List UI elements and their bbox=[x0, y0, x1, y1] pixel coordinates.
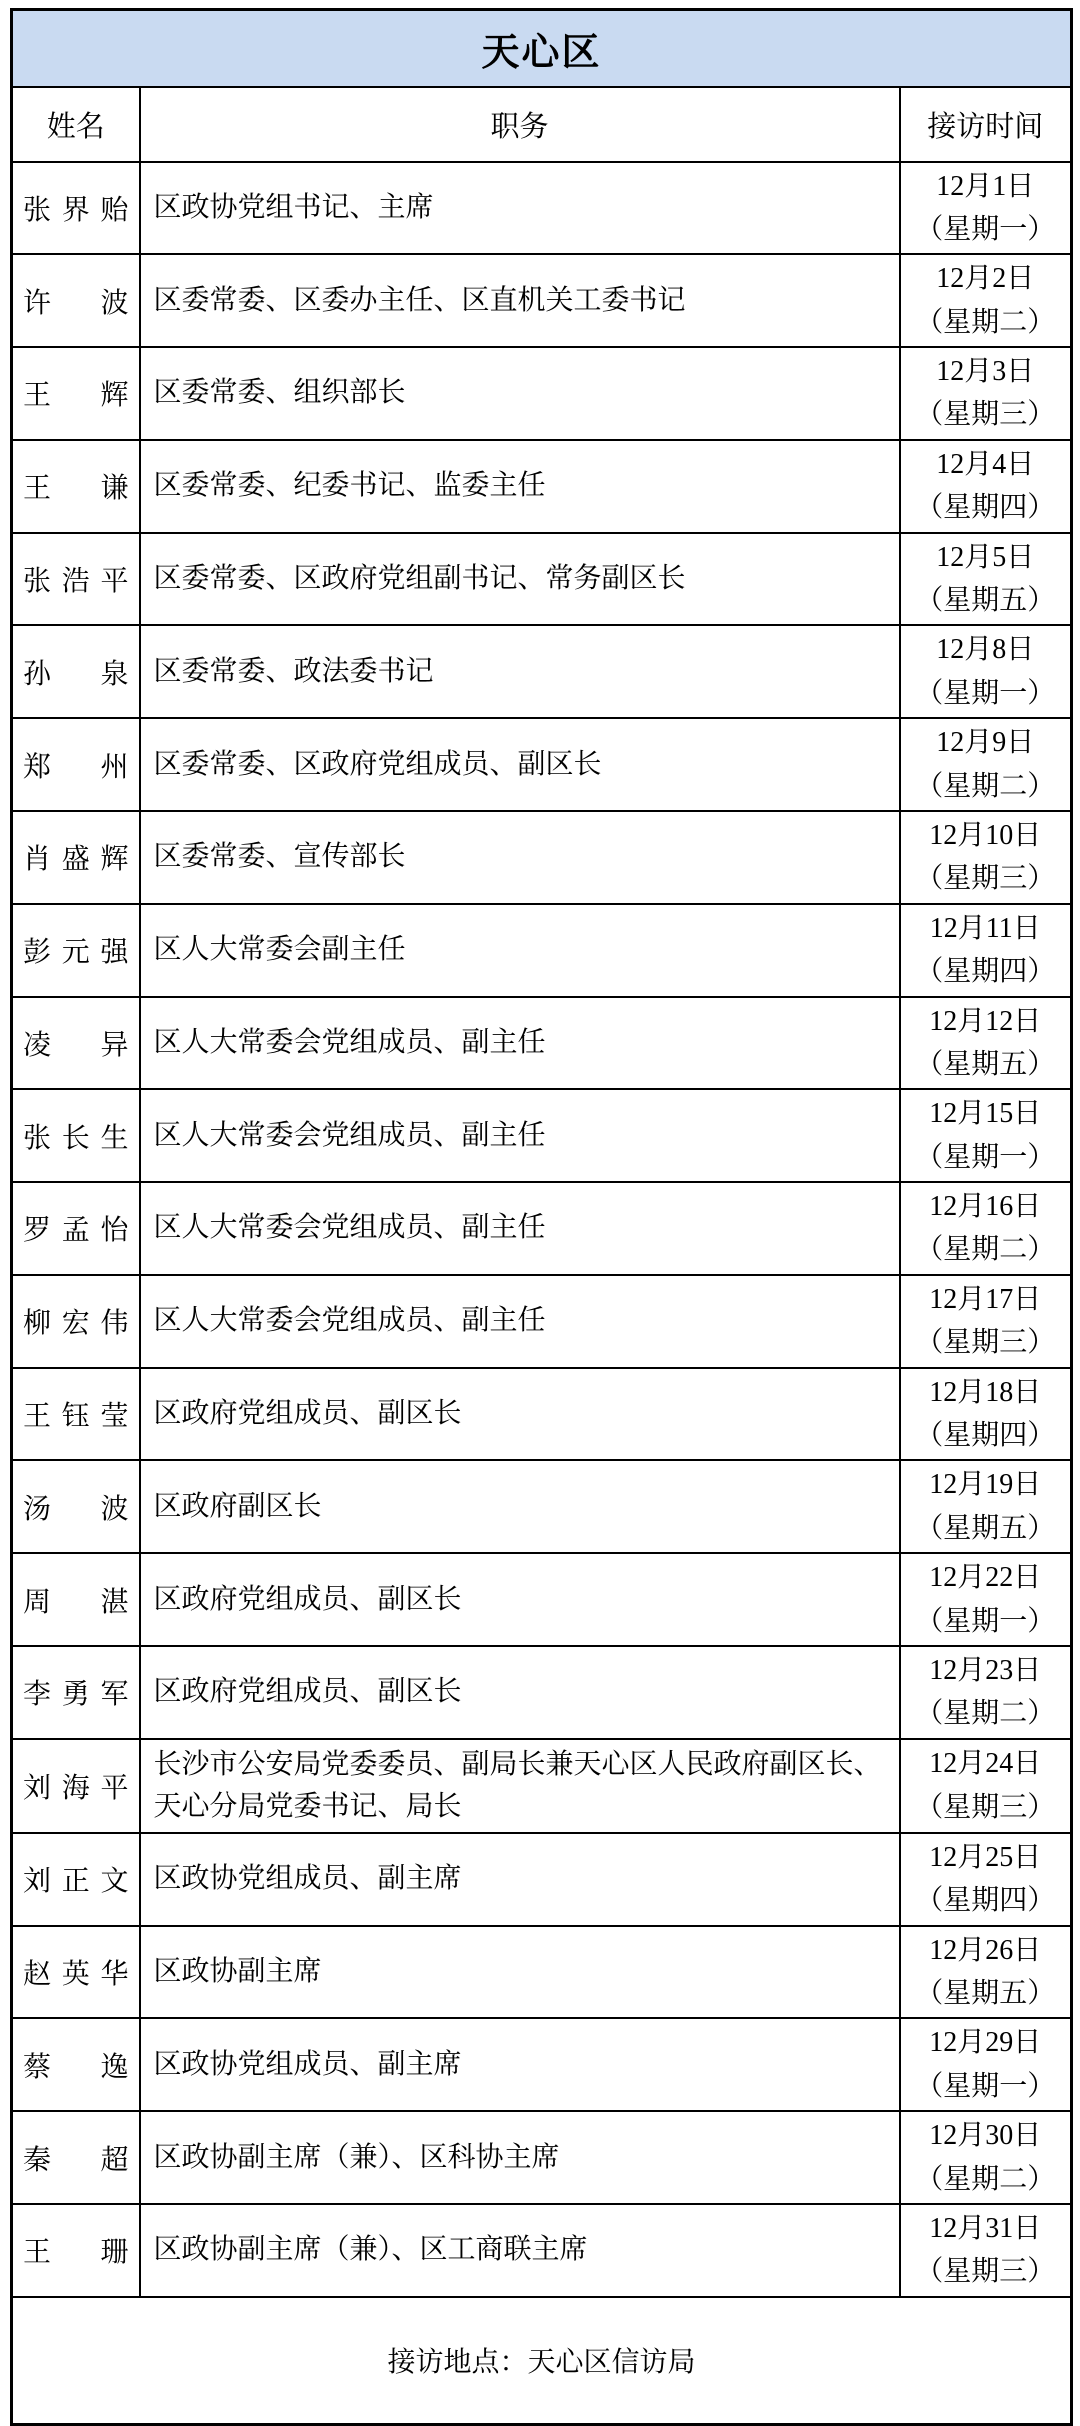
reception-date: 12月22日 bbox=[929, 1562, 1042, 1594]
reception-time bbox=[900, 1646, 1072, 1739]
reception-date: 12月10日 bbox=[929, 819, 1042, 851]
reception-schedule-table bbox=[10, 8, 1073, 2426]
official-position: 区人大常委会副主任 bbox=[140, 904, 900, 997]
official-name: 肖盛辉 bbox=[12, 811, 140, 904]
reception-date: 12月30日 bbox=[929, 2120, 1042, 2152]
reception-weekday: （星期二） bbox=[915, 2163, 1056, 2195]
column-header-row bbox=[12, 87, 1072, 162]
reception-time bbox=[900, 1460, 1072, 1553]
reception-time bbox=[900, 2111, 1072, 2204]
table-row bbox=[12, 2111, 1072, 2204]
official-position: 区政府党组成员、副区长 bbox=[140, 1553, 900, 1646]
reception-time bbox=[900, 1739, 1072, 1833]
reception-date: 12月3日 bbox=[936, 356, 1035, 388]
reception-time bbox=[900, 2204, 1072, 2297]
reception-date: 12月11日 bbox=[929, 912, 1041, 944]
official-position: 区委常委、组织部长 bbox=[140, 347, 900, 440]
reception-time bbox=[900, 1089, 1072, 1182]
official-position: 区人大常委会党组成员、副主任 bbox=[140, 1182, 900, 1275]
reception-date: 12月15日 bbox=[929, 1098, 1042, 1130]
reception-weekday: （星期一） bbox=[915, 2070, 1056, 2102]
reception-weekday: （星期三） bbox=[915, 863, 1056, 895]
official-position: 区委常委、纪委书记、监委主任 bbox=[140, 440, 900, 533]
table-row bbox=[12, 997, 1072, 1090]
official-position: 区委常委、区委办主任、区直机关工委书记 bbox=[140, 254, 900, 347]
reception-weekday: （星期四） bbox=[915, 956, 1056, 988]
official-name: 秦 超 bbox=[12, 2111, 140, 2204]
schedule-rows bbox=[12, 162, 1072, 2297]
reception-date: 12月16日 bbox=[929, 1191, 1042, 1223]
column-header-time: 接访时间 bbox=[900, 87, 1072, 162]
official-name: 李勇军 bbox=[12, 1646, 140, 1739]
reception-weekday: （星期四） bbox=[915, 492, 1056, 524]
official-position: 区政协党组书记、主席 bbox=[140, 162, 900, 255]
table-row bbox=[12, 254, 1072, 347]
reception-time bbox=[900, 904, 1072, 997]
reception-time bbox=[900, 997, 1072, 1090]
official-position: 区人大常委会党组成员、副主任 bbox=[140, 1089, 900, 1182]
official-name: 张界贻 bbox=[12, 162, 140, 255]
official-name: 张长生 bbox=[12, 1089, 140, 1182]
reception-time bbox=[900, 440, 1072, 533]
official-position: 区政府党组成员、副区长 bbox=[140, 1368, 900, 1461]
table-row bbox=[12, 162, 1072, 255]
reception-weekday: （星期一） bbox=[915, 1605, 1056, 1637]
table-row bbox=[12, 1460, 1072, 1553]
table-row bbox=[12, 347, 1072, 440]
reception-time bbox=[900, 811, 1072, 904]
reception-time bbox=[900, 162, 1072, 255]
table-row bbox=[12, 1275, 1072, 1368]
official-position: 区政协副主席（兼）、区科协主席 bbox=[140, 2111, 900, 2204]
reception-date: 12月1日 bbox=[936, 170, 1035, 202]
official-name: 刘海平 bbox=[12, 1739, 140, 1833]
reception-date: 12月19日 bbox=[929, 1469, 1042, 1501]
footer-row bbox=[12, 2297, 1072, 2425]
reception-weekday: （星期二） bbox=[915, 1234, 1056, 1266]
official-position: 区政协副主席（兼）、区工商联主席 bbox=[140, 2204, 900, 2297]
reception-date: 12月17日 bbox=[929, 1283, 1042, 1315]
column-header-position: 职务 bbox=[140, 87, 900, 162]
reception-weekday: （星期五） bbox=[915, 585, 1056, 617]
reception-date: 12月2日 bbox=[936, 263, 1035, 295]
reception-weekday: （星期一） bbox=[915, 1141, 1056, 1173]
official-name: 罗孟怡 bbox=[12, 1182, 140, 1275]
official-position: 区委常委、政法委书记 bbox=[140, 625, 900, 718]
reception-date: 12月12日 bbox=[929, 1005, 1042, 1037]
reception-time bbox=[900, 254, 1072, 347]
official-name: 蔡 逸 bbox=[12, 2018, 140, 2111]
official-name: 赵英华 bbox=[12, 1926, 140, 2019]
reception-time bbox=[900, 625, 1072, 718]
table-row bbox=[12, 2018, 1072, 2111]
reception-weekday: （星期二） bbox=[915, 770, 1056, 802]
official-name: 王 珊 bbox=[12, 2204, 140, 2297]
official-name: 周 湛 bbox=[12, 1553, 140, 1646]
table-row bbox=[12, 1646, 1072, 1739]
table-row bbox=[12, 2204, 1072, 2297]
reception-weekday: （星期五） bbox=[915, 1512, 1056, 1544]
reception-weekday: （星期二） bbox=[915, 1698, 1056, 1730]
district-title-row bbox=[12, 10, 1072, 87]
official-name: 张浩平 bbox=[12, 533, 140, 626]
reception-date: 12月8日 bbox=[936, 634, 1035, 666]
table-row bbox=[12, 1089, 1072, 1182]
official-name: 郑 州 bbox=[12, 718, 140, 811]
reception-weekday: （星期三） bbox=[915, 399, 1056, 431]
official-position: 区人大常委会党组成员、副主任 bbox=[140, 997, 900, 1090]
reception-time bbox=[900, 1182, 1072, 1275]
table-row bbox=[12, 1926, 1072, 2019]
reception-date: 12月5日 bbox=[936, 541, 1035, 573]
official-position: 区政协副主席 bbox=[140, 1926, 900, 2019]
official-name: 柳宏伟 bbox=[12, 1275, 140, 1368]
table-row bbox=[12, 1833, 1072, 1926]
official-position: 区委常委、宣传部长 bbox=[140, 811, 900, 904]
official-name: 王 辉 bbox=[12, 347, 140, 440]
table-row bbox=[12, 625, 1072, 718]
reception-weekday: （星期三） bbox=[915, 1327, 1056, 1359]
reception-weekday: （星期五） bbox=[915, 1977, 1056, 2009]
reception-date: 12月18日 bbox=[929, 1376, 1042, 1408]
reception-weekday: （星期三） bbox=[915, 2256, 1056, 2288]
official-name: 王钰莹 bbox=[12, 1368, 140, 1461]
official-name: 孙 泉 bbox=[12, 625, 140, 718]
official-name: 凌 异 bbox=[12, 997, 140, 1090]
official-position: 区政协党组成员、副主席 bbox=[140, 1833, 900, 1926]
table-row bbox=[12, 533, 1072, 626]
reception-time bbox=[900, 1368, 1072, 1461]
reception-weekday: （星期四） bbox=[915, 1420, 1056, 1452]
reception-time bbox=[900, 347, 1072, 440]
reception-time bbox=[900, 1926, 1072, 2019]
reception-weekday: （星期四） bbox=[915, 1885, 1056, 1917]
reception-time bbox=[900, 1553, 1072, 1646]
reception-weekday: （星期一） bbox=[915, 677, 1056, 709]
reception-time bbox=[900, 2018, 1072, 2111]
reception-weekday: （星期一） bbox=[915, 213, 1056, 245]
official-position: 区政府党组成员、副区长 bbox=[140, 1646, 900, 1739]
official-position: 区政协党组成员、副主席 bbox=[140, 2018, 900, 2111]
reception-date: 12月31日 bbox=[929, 2212, 1042, 2244]
official-name: 许 波 bbox=[12, 254, 140, 347]
reception-time bbox=[900, 533, 1072, 626]
official-name: 汤 波 bbox=[12, 1460, 140, 1553]
official-position: 区委常委、区政府党组副书记、常务副区长 bbox=[140, 533, 900, 626]
reception-time bbox=[900, 1275, 1072, 1368]
reception-weekday: （星期五） bbox=[915, 1048, 1056, 1080]
table-row bbox=[12, 1739, 1072, 1833]
reception-weekday: （星期二） bbox=[915, 306, 1056, 338]
reception-date: 12月23日 bbox=[929, 1655, 1042, 1686]
official-name: 王 谦 bbox=[12, 440, 140, 533]
column-header-name: 姓名 bbox=[12, 87, 140, 162]
official-name: 刘正文 bbox=[12, 1833, 140, 1926]
official-position: 区政府副区长 bbox=[140, 1460, 900, 1553]
table-row bbox=[12, 1368, 1072, 1461]
reception-date: 12月26日 bbox=[929, 1934, 1042, 1966]
official-position: 区委常委、区政府党组成员、副区长 bbox=[140, 718, 900, 811]
district-title: 天心区 bbox=[12, 10, 1072, 87]
official-name: 彭元强 bbox=[12, 904, 140, 997]
reception-date: 12月9日 bbox=[936, 727, 1035, 759]
table-row bbox=[12, 440, 1072, 533]
reception-time bbox=[900, 1833, 1072, 1926]
table-row bbox=[12, 904, 1072, 997]
reception-time bbox=[900, 718, 1072, 811]
reception-date: 12月25日 bbox=[929, 1841, 1042, 1873]
official-position: 长沙市公安局党委委员、副局长兼天心区人民政府副区长、天心分局党委书记、局长 bbox=[140, 1739, 900, 1833]
reception-weekday: （星期三） bbox=[915, 1791, 1056, 1823]
table-row bbox=[12, 811, 1072, 904]
reception-date: 12月24日 bbox=[929, 1748, 1042, 1780]
reception-date: 12月4日 bbox=[936, 448, 1035, 480]
table-row bbox=[12, 1553, 1072, 1646]
reception-location: 接访地点：天心区信访局 bbox=[12, 2297, 1072, 2425]
reception-date: 12月29日 bbox=[929, 2027, 1042, 2059]
table-row bbox=[12, 718, 1072, 811]
official-position: 区人大常委会党组成员、副主任 bbox=[140, 1275, 900, 1368]
table-row bbox=[12, 1182, 1072, 1275]
